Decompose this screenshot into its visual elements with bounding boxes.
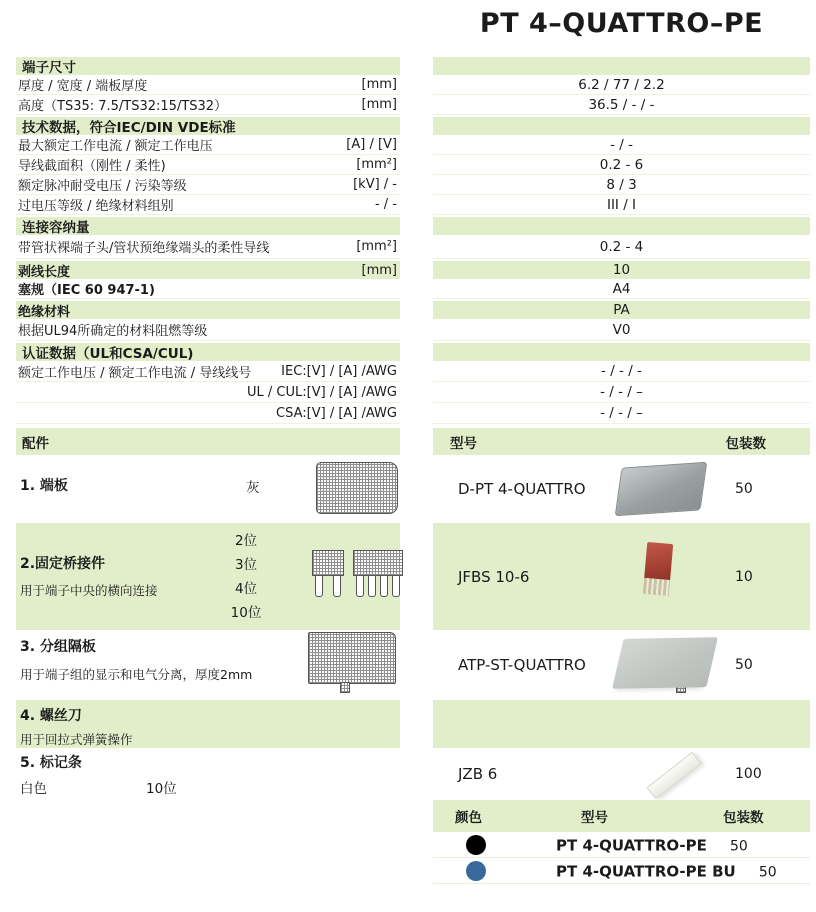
bridge-drawing xyxy=(312,550,403,597)
accessory-desc: 用于端子中央的横向连接 xyxy=(20,583,158,598)
accessory-row-endplate xyxy=(0,455,816,523)
spec-row xyxy=(0,75,816,95)
spec-row xyxy=(0,319,816,341)
spec-row-gauge xyxy=(0,279,816,299)
spec-unit: [mm] xyxy=(361,97,397,112)
spec-row xyxy=(0,95,816,115)
spec-label: 根据UL94所确定的材料阻燃等级 xyxy=(18,324,208,339)
spec-row xyxy=(0,195,816,215)
spec-value: - / - / – xyxy=(600,405,643,421)
accessories-table xyxy=(0,428,816,884)
accessory-positions: 10位 xyxy=(146,781,177,797)
spec-unit: [A] / [V] xyxy=(346,137,397,152)
spec-unit: [mm²] xyxy=(356,239,397,254)
spec-label: 过电压等级 / 绝缘材料组别 xyxy=(18,199,174,214)
accessory-row-bridge xyxy=(0,523,816,630)
spec-value: PA xyxy=(613,302,630,318)
spec-unit: - / - xyxy=(374,197,397,212)
spec-value: 0.2 - 6 xyxy=(599,156,644,173)
spec-value: 8 / 3 xyxy=(606,176,637,193)
spec-label: 带管状裸端子头/管状预绝缘端头的柔性导线 xyxy=(18,241,270,256)
spec-row xyxy=(0,403,816,424)
spec-label: 绝缘材料 xyxy=(18,304,71,320)
spec-value: - / - / - xyxy=(601,363,642,379)
bridge-photo xyxy=(643,542,673,596)
spec-value: - / - / – xyxy=(600,384,643,400)
accessory-pack-qty: 100 xyxy=(735,766,762,782)
spec-label: 高度（TS35: 7.5/TS32:15/TS32） xyxy=(18,99,228,114)
spec-unit: [mm²] xyxy=(356,157,397,172)
spec-label: 厚度 / 宽度 / 端板厚度 xyxy=(18,79,148,94)
spec-row xyxy=(0,155,816,175)
spec-label: 额定工作电压 / 额定工作电流 / 导线线号 xyxy=(18,365,252,381)
accessory-name: 1. 端板 xyxy=(20,478,68,494)
accessory-model: JFBS 10-6 xyxy=(458,567,530,586)
column-pack-qty: 包装数 xyxy=(725,435,766,452)
column-pack-qty: 包装数 xyxy=(723,810,764,826)
spec-label: 导线截面积（刚性 / 柔性) xyxy=(18,159,166,174)
color-dot-blue xyxy=(466,861,486,881)
column-model: 型号 xyxy=(581,810,608,826)
variant-pack-qty: 50 xyxy=(758,864,777,880)
accessory-name: 2.固定桥接件 xyxy=(20,556,106,572)
marker-strip-photo xyxy=(647,752,702,800)
spec-unit: IEC:[V] / [A] /AWG xyxy=(281,363,397,379)
variant-pack-qty: 50 xyxy=(729,838,748,854)
spec-value: V0 xyxy=(612,321,631,338)
spec-table xyxy=(0,55,816,424)
spec-row xyxy=(0,382,816,403)
spec-row xyxy=(0,175,816,195)
column-model: 型号 xyxy=(450,435,477,452)
separator-photo xyxy=(612,637,718,689)
accessory-row-screwdriver xyxy=(0,700,816,748)
option: 3位 xyxy=(234,557,258,573)
spec-label: 额定脉冲耐受电压 / 污染等级 xyxy=(18,179,187,194)
accessories-title: 配件 xyxy=(22,435,49,452)
section-label: 技术数据，符合IEC/DIN VDE标准 xyxy=(22,120,236,136)
color-dot-black xyxy=(466,835,486,855)
color-table-header xyxy=(0,800,816,832)
spec-row xyxy=(0,235,816,259)
accessory-name: 3. 分组隔板 xyxy=(20,639,96,655)
spec-unit: CSA:[V] / [A] /AWG xyxy=(276,405,397,421)
accessory-color: 白色 xyxy=(20,781,47,797)
accessory-pack-qty: 10 xyxy=(735,568,753,585)
spec-label: 塞规（IEC 60 947-1) xyxy=(18,283,155,298)
option: 2位 xyxy=(234,533,258,549)
spec-unit: [kV] / - xyxy=(353,177,397,192)
spec-value: 10 xyxy=(612,262,631,278)
section-label: 端子尺寸 xyxy=(22,60,76,76)
spec-row-strip-length xyxy=(0,261,816,279)
accessory-desc: 用于端子组的显示和电气分离，厚度2mm xyxy=(20,667,253,682)
section-header-dimensions xyxy=(0,57,816,75)
spec-unit: [mm] xyxy=(361,77,397,92)
spec-value: A4 xyxy=(612,280,631,297)
spec-unit: UL / CUL:[V] / [A] /AWG xyxy=(247,384,397,400)
column-color: 颜色 xyxy=(455,810,482,826)
color-table-row xyxy=(0,858,816,884)
accessory-pack-qty: 50 xyxy=(735,481,753,497)
accessory-color: 灰 xyxy=(246,480,260,496)
accessory-desc: 用于回拉式弹簧操作 xyxy=(20,732,133,747)
spec-row xyxy=(0,361,816,382)
spec-value: III / I xyxy=(606,196,637,213)
accessory-row-marker-strip xyxy=(0,748,816,800)
variant-model: PT 4-QUATTRO-PE BU xyxy=(556,862,736,880)
section-label: 认证数据（UL和CSA/CUL) xyxy=(22,346,194,362)
spec-value: 0.2 - 4 xyxy=(599,238,644,255)
accessory-model: D-PT 4-QUATTRO xyxy=(458,480,586,498)
spec-row-insulation-material xyxy=(0,301,816,319)
section-header-approvals xyxy=(0,343,816,361)
accessory-pack-qty: 50 xyxy=(735,657,753,673)
accessory-name: 5. 标记条 xyxy=(20,755,82,771)
color-table-row xyxy=(0,832,816,858)
variant-model: PT 4-QUATTRO-PE xyxy=(556,836,707,854)
spec-value: 36.5 / - / - xyxy=(588,96,655,113)
accessory-row-separator xyxy=(0,630,816,700)
option: 10位 xyxy=(230,605,262,621)
endplate-photo xyxy=(615,462,708,517)
product-title: PT 4–QUATTRO–PE xyxy=(479,8,764,39)
spec-label: 最大额定工作电流 / 额定工作电压 xyxy=(18,139,213,154)
bridge-pole-options xyxy=(216,529,276,625)
accessories-header xyxy=(0,428,816,455)
section-header-connection-capacity xyxy=(0,217,816,235)
spec-label: 剥线长度 xyxy=(18,264,71,280)
endplate-drawing xyxy=(316,462,398,514)
spec-unit: [mm] xyxy=(361,262,397,278)
option: 4位 xyxy=(234,581,258,597)
section-label: 连接容纳量 xyxy=(22,220,90,236)
spec-row xyxy=(0,135,816,155)
accessory-model: JZB 6 xyxy=(458,765,498,783)
spec-value: 6.2 / 77 / 2.2 xyxy=(578,76,665,93)
accessory-name: 4. 螺丝刀 xyxy=(20,708,82,724)
accessory-model: ATP-ST-QUATTRO xyxy=(458,656,586,674)
section-header-technical-data xyxy=(0,117,816,135)
spec-value: - / - xyxy=(610,136,633,153)
